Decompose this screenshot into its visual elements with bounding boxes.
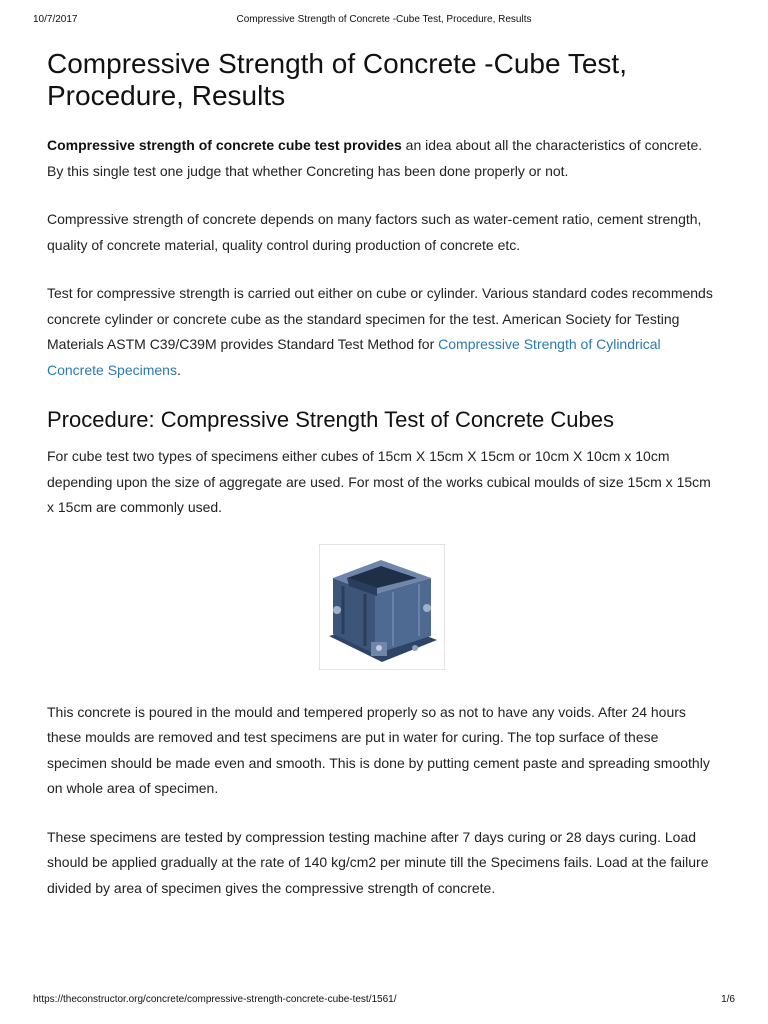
print-url: https://theconstructor.org/concrete/compressive-strength-concrete-cube-test/1561/ [33, 994, 397, 1005]
article-title: Compressive Strength of Concrete -Cube Test, Procedure, Results [47, 48, 627, 111]
page-indicator: 1/6 [721, 994, 735, 1005]
cube-mould-image [319, 544, 445, 670]
standards-text: Test for compressive strength is carried out either on cube or cylinder. Various standard codes recommends concrete cylinder or concrete cube as the standard specimen for the test. American Society for Testing Materials ASTM C39/C39M provides Standard Test Method for [47, 285, 713, 352]
specimen-size-paragraph: For cube test two types of specimens either cubes of 15cm X 15cm X 15cm or 10cm X 10cm x 10cm depending upon the size of aggregate are used. For most of the works cubical moulds of size 15cm x 15cm x 15cm are commonly used. [47, 448, 711, 515]
print-date: 10/7/2017 [33, 14, 78, 25]
factors-paragraph: Compressive strength of concrete depends on many factors such as water-cement ratio, cement strength, quality of concrete material, quality control during production of concrete etc. [47, 211, 702, 253]
cube-mould-figure [47, 544, 715, 670]
intro-paragraph [47, 133, 715, 184]
intro-bold-lead: Compressive strength of concrete cube test provides [47, 137, 402, 153]
standards-paragraph [47, 281, 715, 383]
print-header [0, 14, 768, 30]
intro-text: an idea about all the characteristics of concrete. By this single test one judge that whether Concreting has been done properly or not. [47, 137, 703, 179]
astm-link[interactable]: Compressive Strength of Cylindrical Concrete Specimens [47, 336, 661, 378]
procedure-heading: Procedure: Compressive Strength Test of Concrete Cubes [47, 407, 614, 432]
article [47, 48, 715, 924]
testing-paragraph: These specimens are tested by compression testing machine after 7 days curing or 28 days curing. Load should be applied gradually at the rate of 140 kg/cm2 per minute till the Specimens fails. Load at the failure divided by area of specimen gives the compressive strength of concrete. [47, 828, 709, 896]
print-footer [0, 994, 768, 1010]
print-header-title: Compressive Strength of Concrete -Cube Test, Procedure, Results [236, 14, 532, 25]
curing-paragraph: This concrete is poured in the mould and tempered properly so as not to have any voids. After 24 hours these moulds are removed and test specimens are put in water for curing. The top surface of these specimen should be made even and smooth. This is done by putting cement paste and spreading smoothly on whole area of specimen. [47, 703, 710, 796]
standards-after-link: . [176, 361, 181, 378]
